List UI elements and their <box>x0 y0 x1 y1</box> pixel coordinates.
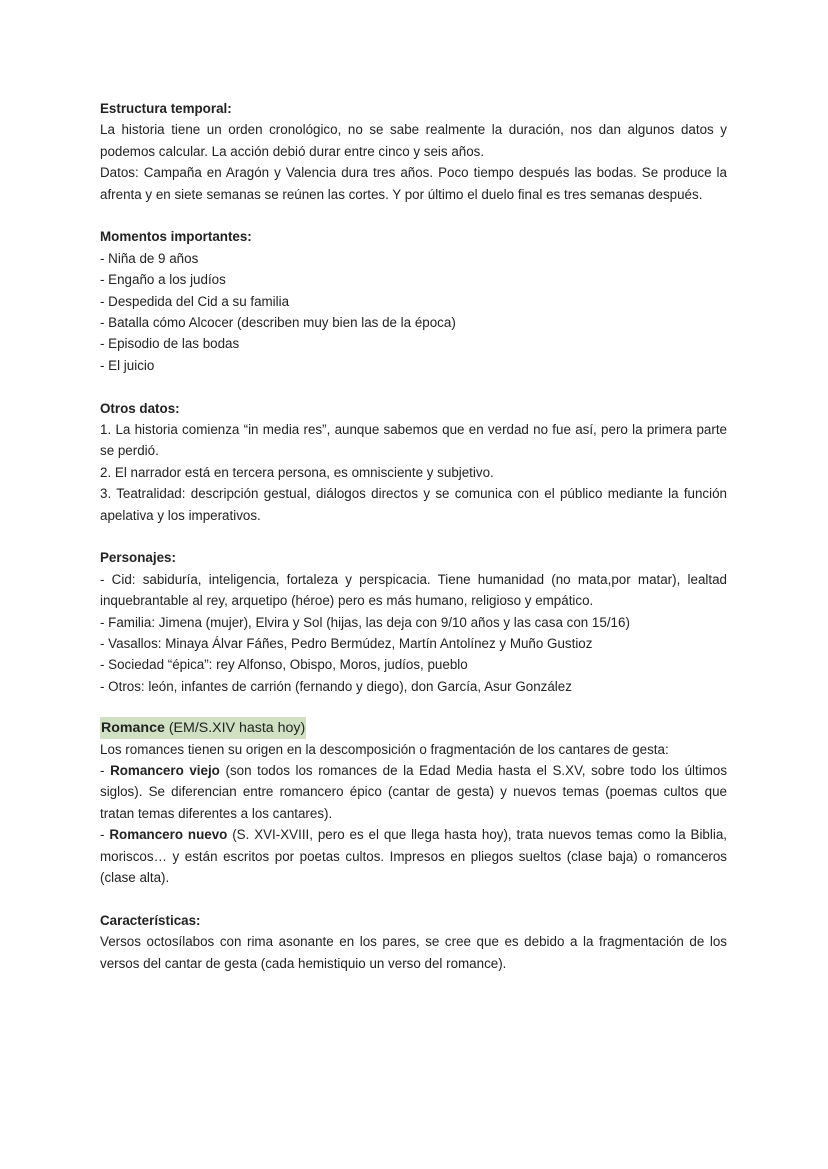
heading-caracteristicas: Características: <box>100 912 201 928</box>
list-item: 1. La historia comienza “in media res”, aunque sabemos que en verdad no fue así, pero la primera parte se perdió. <box>100 422 727 459</box>
paragraph-estructura-2: Datos: Campaña en Aragón y Valencia dura tres años. Poco tiempo después las bodas. Se produce la afrenta y en siete semanas se reúnen las cortes. Y por último el duelo final es tres semanas después. <box>100 165 727 202</box>
paragraph-caracteristicas: Versos octosílabos con rima asonante en los pares, se cree que es debido a la fragmentación de los versos del cantar de gesta (cada hemistiquio un verso del romance). <box>100 934 727 971</box>
romancero-nuevo-prefix: - <box>100 827 110 843</box>
list-item: 2. El narrador está en tercera persona, es omnisciente y subjetivo. <box>100 464 494 480</box>
romancero-viejo-text: (son todos los romances de la Edad Media hasta el S.XV, sobre todo los últimos siglos). Se diferencian entre romancero épico (cantar de gesta) y nuevos temas (poemas cultos que tratan temas diferentes a los cantares). <box>100 763 728 821</box>
list-item: - Niña de 9 años <box>100 250 199 266</box>
section-momentos-importantes <box>100 226 727 376</box>
list-item: - Batalla cómo Alcocer (describen muy bien las de la época) <box>100 315 456 331</box>
list-item: - Otros: león, infantes de carrión (fernando y diego), don García, Asur González <box>100 678 572 694</box>
section-caracteristicas <box>100 910 727 974</box>
section-personajes <box>100 547 727 697</box>
romancero-viejo-prefix: - <box>100 763 111 779</box>
list-item: - Despedida del Cid a su familia <box>100 293 290 309</box>
romancero-nuevo-label: Romancero nuevo <box>109 827 228 843</box>
document-page <box>100 98 727 996</box>
list-item: - Sociedad “épica”: rey Alfonso, Obispo, Moros, judíos, pueblo <box>100 657 468 673</box>
list-item: - Cid: sabiduría, inteligencia, fortaleza y perspicacia. Tiene humanidad (no mata,por matar), lealtad inquebrantable al rey, arquetipo (héroe) pero es más humano, religioso y empático. <box>100 571 727 609</box>
list-item: - Vasallos: Minaya Álvar Fáñes, Pedro Bermúdez, Martín Antolínez y Muño Gustioz <box>100 636 593 652</box>
romance-heading <box>100 717 306 739</box>
list-item: 3. Teatralidad: descripción gestual, diálogos directos y se comunica con el público mediante la función apelativa y los imperativos. <box>100 486 727 523</box>
paragraph-estructura-1: La historia tiene un orden cronológico, no se sabe realmente la duración, nos dan algunos datos y podemos calcular. La acción debió durar entre cinco y seis años. <box>100 122 727 159</box>
romance-title: Romance <box>101 720 165 737</box>
section-romance <box>100 717 727 888</box>
romance-subtitle: (EM/S.XIV hasta hoy) <box>164 720 306 737</box>
section-estructura-temporal <box>100 98 727 205</box>
list-item-romancero-nuevo <box>100 824 727 888</box>
section-otros-datos <box>100 398 727 526</box>
paragraph-romance-intro: Los romances tienen su origen en la descomposición o fragmentación de los cantares de gesta: <box>100 741 669 757</box>
romancero-nuevo-text: (S. XVI-XVIII, pero es el que llega hasta hoy), trata nuevos temas como la Biblia, moriscos… y están escritos por poetas cultos. Impresos en pliegos sueltos (clase baja) o romanceros (clase alta). <box>100 827 727 886</box>
list-item-romancero-viejo <box>100 760 727 824</box>
romancero-viejo-label: Romancero viejo <box>110 763 220 779</box>
heading-otros-datos: Otros datos: <box>100 400 180 416</box>
list-item: - Engaño a los judíos <box>100 272 226 288</box>
list-item: - Familia: Jimena (mujer), Elvira y Sol (hijas, las deja con 9/10 años y las casa con 15/16) <box>100 614 630 630</box>
heading-momentos-importantes: Momentos importantes: <box>100 229 252 245</box>
list-item: - Episodio de las bodas <box>100 336 240 352</box>
heading-personajes: Personajes: <box>100 550 176 566</box>
heading-estructura-temporal: Estructura temporal: <box>100 101 232 116</box>
list-item: - El juicio <box>100 357 155 373</box>
